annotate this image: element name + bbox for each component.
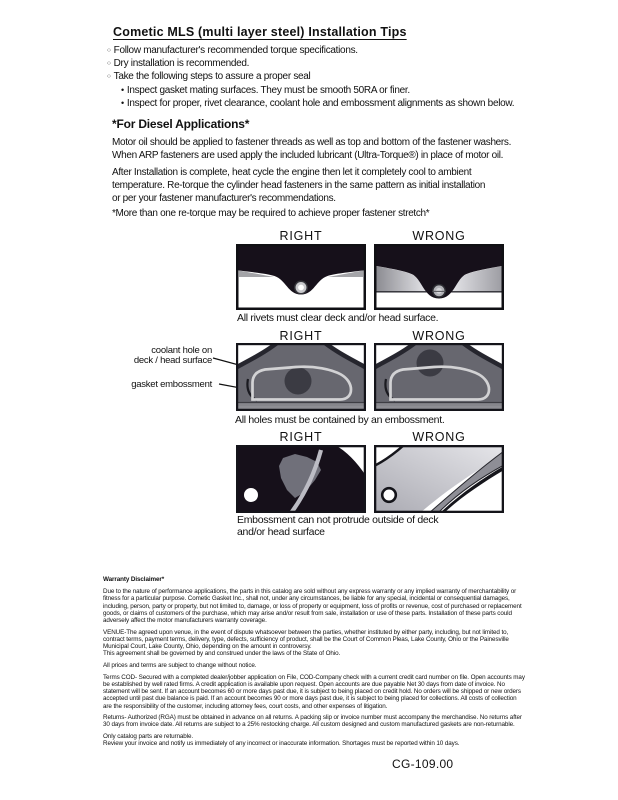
annotation-line: deck / head surface bbox=[133, 355, 212, 366]
legal-paragraph bbox=[103, 629, 527, 658]
dot-bullet-marker: • bbox=[121, 85, 124, 95]
dot-bullet-marker: • bbox=[121, 98, 124, 108]
legal-section bbox=[103, 576, 527, 752]
sub-tip-text: Inspect gasket mating surfaces. They must be smooth 50RA or finer. bbox=[126, 85, 410, 96]
retorque-note: *More than one re-torque may be required to achieve proper fastener stretch* bbox=[112, 208, 430, 219]
tip-item bbox=[107, 45, 514, 58]
legal-line: VENUE-The agreed upon venue, in the event of dispute whatsoever between the parties, whether instituted by either party, including, but not limited to, bbox=[103, 628, 509, 636]
legal-line: Terms COD- Secured with a completed dealer/jobber application on File, COD-Company check with a current credit card number on file. Open accounts may bbox=[103, 673, 525, 681]
legal-line: be established by well rated firms. A credit application is available upon request. Open accounts are due payable Net 30 days from date of invoice. No bbox=[103, 680, 505, 688]
wrong-label-row2: WRONG bbox=[412, 329, 466, 343]
diagram-hole-right-panel bbox=[236, 343, 366, 411]
legal-paragraph bbox=[103, 662, 527, 669]
bolt-hole bbox=[382, 488, 396, 502]
right-label-row2: RIGHT bbox=[279, 329, 323, 343]
coolant-hole bbox=[285, 368, 312, 395]
legal-paragraph bbox=[103, 714, 527, 728]
legal-line: Only catalog parts are returnable. bbox=[103, 733, 194, 741]
caption-line: and/or head surface bbox=[237, 525, 325, 538]
tip-text: Follow manufacturer's recommended torque specifications. bbox=[113, 45, 358, 56]
legal-line: Returns- Authorized (RGA) must be obtained in advance on all returns. A packing slip or invoice number must accompany the merchandise. No returns after bbox=[103, 714, 522, 722]
tip-item bbox=[107, 71, 514, 84]
legal-line: Due to the nature of performance applications, the parts in this catalog are sold without any express warranty or any implied warranty of merchantability or bbox=[103, 588, 517, 596]
annotation-gasket-embossment: gasket embossment bbox=[131, 379, 212, 390]
annotation-coolant-hole bbox=[134, 346, 212, 366]
sub-tip-text: Inspect for proper, rivet clearance, coolant hole and embossment alignments as shown below. bbox=[126, 98, 515, 109]
tip-item bbox=[107, 58, 514, 71]
legal-line: 30 days from invoice date. All returns are subject to a 25% restocking charge. All custom designed and custom manufactured gaskets are non-returnable. bbox=[103, 721, 515, 729]
diesel-paragraph-1 bbox=[112, 136, 511, 162]
text-line: After Installation is complete, heat cycle the engine then let it completely cool to ambient bbox=[112, 167, 472, 178]
text-line: When ARP fasteners are used apply the included lubricant (Ultra-Torque®) in place of motor oil. bbox=[112, 150, 504, 161]
annotation-line: coolant hole on bbox=[151, 345, 212, 356]
coolant-hole bbox=[417, 350, 444, 377]
legal-paragraph bbox=[103, 733, 527, 747]
legal-line: Review your invoice and notify us immediately of any incorrect or inaccurate information. Shortages must be reported within 10 days. bbox=[103, 740, 460, 748]
emboss-right-diagram bbox=[236, 445, 366, 513]
text-line: Motor oil should be applied to fastener threads as well as top and bottom of the fastener washers. bbox=[112, 137, 512, 148]
page-code: CG-109.00 bbox=[392, 757, 454, 771]
legal-line: adversely affect the motor manufacturers warranty coverage. bbox=[103, 617, 267, 625]
emboss-wrong-diagram bbox=[374, 445, 504, 513]
text-line: temperature. Re-torque the cylinder head fasteners in the same pattern as initial installation bbox=[112, 180, 486, 191]
legal-line: are the responsibility of the customer, including attorney fees, court costs, and other expenses of litigation. bbox=[103, 702, 388, 710]
row1-caption: All rivets must clear deck and/or head surface. bbox=[237, 312, 439, 324]
diesel-paragraph-2 bbox=[112, 166, 485, 205]
legal-heading: Warranty Disclaimer* bbox=[103, 576, 165, 583]
wrong-label-row3: WRONG bbox=[412, 430, 466, 444]
wrong-label-row1: WRONG bbox=[412, 229, 466, 243]
legal-line: accepted until past due balance is paid. If an account becomes 90 or more days past due, it is subject to being placed for collections. All costs of collection bbox=[103, 695, 517, 703]
sub-tip-item bbox=[121, 97, 514, 110]
sub-tip-item bbox=[121, 84, 514, 97]
page-title: Cometic MLS (multi layer steel) Installation Tips bbox=[113, 25, 407, 39]
legal-line: goods, or claims of customers of the purchase, which may arise and/or result from sale, installation or use of these parts. Installation of these parts could bbox=[103, 609, 512, 617]
rivet-right-diagram bbox=[236, 244, 366, 310]
legal-paragraph bbox=[103, 674, 527, 710]
legal-line: including, person, party or property, but not limited to, damage, or loss of property or equipment, loss of profits or revenue, cost of purchased or replacement bbox=[103, 602, 522, 610]
legal-line: Municipal Court, Lake County, Ohio, depending on the amount in controversy. bbox=[103, 643, 312, 651]
diagram-hole-wrong-panel bbox=[374, 343, 504, 411]
rivet-wrong-diagram bbox=[374, 244, 504, 310]
legal-line: statement will be sent. If an account becomes 60 or more days past due, it is subject to being placed on credit hold. No orders will be shipped or new orders bbox=[103, 688, 521, 696]
legal-line: This agreement shall be governed by and construed under the laws of the State of Ohio. bbox=[103, 650, 341, 658]
tips-list bbox=[107, 45, 514, 110]
right-label-row3: RIGHT bbox=[279, 430, 323, 444]
hole-wrong-diagram bbox=[374, 343, 504, 411]
diesel-section-heading: *For Diesel Applications* bbox=[112, 117, 250, 131]
tip-text: Take the following steps to assure a proper seal bbox=[113, 71, 311, 82]
hole-right-diagram bbox=[236, 343, 366, 411]
diagram-rivet-wrong-panel bbox=[374, 244, 504, 310]
caption-line: Embossment can not protrude outside of deck bbox=[237, 514, 439, 526]
diagram-emboss-wrong-panel bbox=[374, 445, 504, 513]
circle-bullet-marker: ○ bbox=[107, 47, 111, 54]
diagram-rivet-right-panel bbox=[236, 244, 366, 310]
row2-caption: All holes must be contained by an embossment. bbox=[235, 414, 445, 426]
bolt-hole bbox=[244, 488, 258, 502]
right-label-row1: RIGHT bbox=[279, 229, 323, 243]
tip-text: Dry installation is recommended. bbox=[113, 58, 250, 69]
legal-paragraph bbox=[103, 588, 527, 624]
legal-line: contract terms, payment terms, delivery, type, defects, sufficiency of product, shall be the Court of Common Pleas, Lake County, Ohio or the Painesville bbox=[103, 635, 509, 643]
circle-bullet-marker: ○ bbox=[107, 73, 111, 80]
legal-line: All prices and terms are subject to change without notice. bbox=[103, 662, 257, 670]
legal-line: fitness for a particular purpose. Cometic Gasket Inc., shall not, under any circumstances, be liable for any special, incidental or consequential damages, bbox=[103, 595, 510, 603]
text-line: or per your fastener manufacturer's recommendations. bbox=[112, 193, 336, 204]
diagram-emboss-right-panel bbox=[236, 445, 366, 513]
circle-bullet-marker: ○ bbox=[107, 60, 111, 67]
row3-caption bbox=[237, 515, 438, 538]
